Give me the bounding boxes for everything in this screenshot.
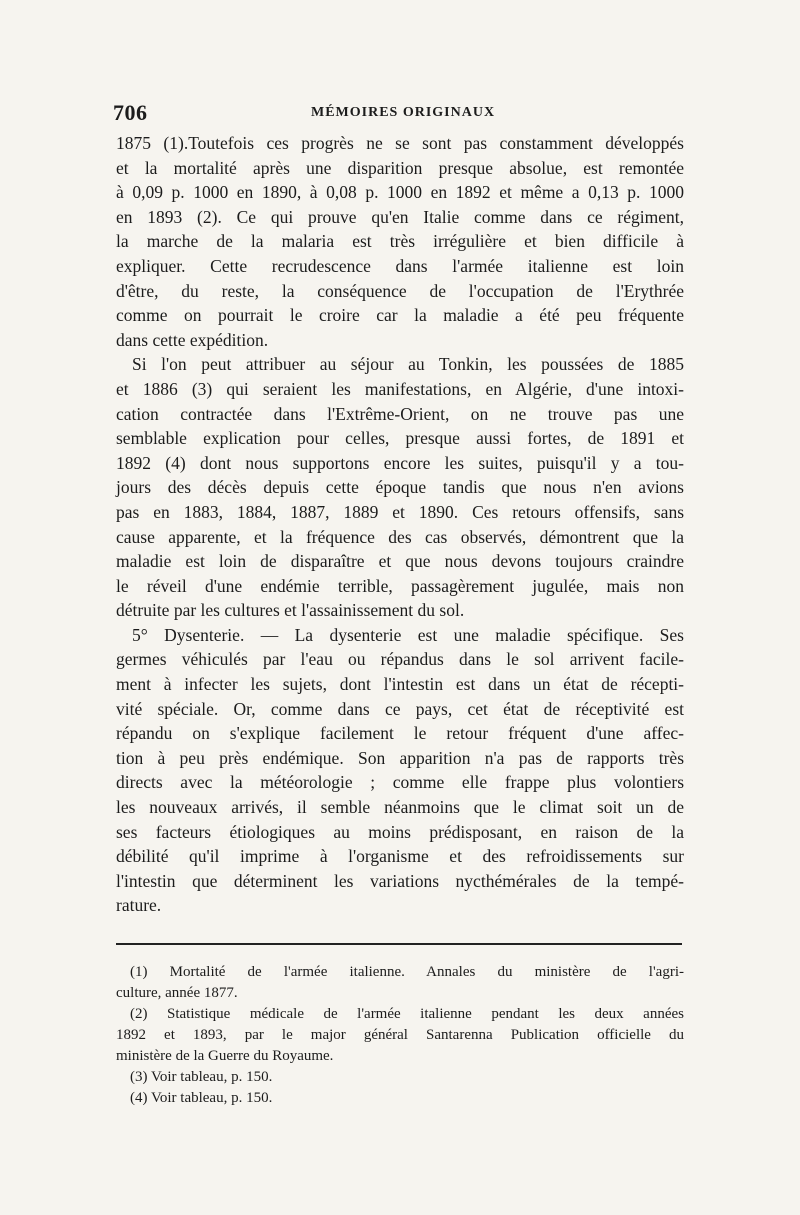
running-head: MÉMOIRES ORIGINAUX [311, 105, 496, 120]
footnote-line: (4) Voir tableau, p. 150. [130, 1090, 273, 1106]
page-header [113, 100, 693, 126]
text-line: et la mortalité après une disparition presque absolue, est remontée [116, 157, 684, 178]
body-text [116, 131, 684, 918]
text-line: comme on pourrait le croire car la maladie a été peu fréquente [116, 305, 684, 326]
text-line: et 1886 (3) qui seraient les manifestations, en Algérie, d'une intoxi- [116, 378, 684, 399]
text-line: Si l'on peut attribuer au séjour au Tonkin, les poussées de 1885 [132, 354, 684, 375]
text-line: détruite par les cultures et l'assainissement du sol. [116, 600, 465, 621]
text-line: cause apparente, et la fréquence des cas observés, démontrent que la [116, 526, 684, 547]
text-line: pas en 1883, 1884, 1887, 1889 et 1890. Ces retours offensifs, sans [116, 501, 684, 522]
text-line: d'être, du reste, la conséquence de l'occupation de l'Erythrée [116, 280, 684, 301]
text-line: tion à peu près endémique. Son apparition n'a pas de rapports très [116, 747, 684, 768]
text-line: semblable explication pour celles, presque aussi fortes, de 1891 et [116, 428, 684, 449]
text-line: vité spéciale. Or, comme dans ce pays, cet état de réceptivité est [116, 698, 684, 719]
text-line: ment à infecter les sujets, dont l'intestin est dans un état de récepti- [116, 674, 684, 695]
text-line: le réveil d'une endémie terrible, passagèrement jugulée, mais non [116, 575, 684, 596]
text-line: la marche de la malaria est très irrégulière et bien difficile à [116, 231, 684, 252]
text-line: à 0,09 p. 1000 en 1890, à 0,08 p. 1000 en 1892 et même a 0,13 p. 1000 [116, 182, 684, 203]
text-line: en 1893 (2). Ce qui prouve qu'en Italie comme dans ce régiment, [116, 206, 684, 227]
text-line: 1892 (4) dont nous supportons encore les suites, puisqu'il y a tou- [116, 452, 684, 473]
text-line: ses facteurs étiologiques au moins prédisposant, en raison de la [116, 821, 684, 842]
text-line: débilité qu'il imprime à l'organisme et des refroidissements sur [116, 846, 684, 867]
text-line: cation contractée dans l'Extrême-Orient, on ne trouve pas une [116, 403, 684, 424]
footnotes [116, 962, 684, 1109]
footnote-line: ministère de la Guerre du Royaume. [116, 1048, 334, 1064]
text-line: 1875 (1).Toutefois ces progrès ne se sont pas constamment développés [116, 133, 684, 153]
text-line: répandu on s'explique facilement le retour fréquent d'une affec- [116, 723, 684, 744]
text-line: expliquer. Cette recrudescence dans l'armée italienne est loin [116, 255, 684, 276]
text-line: l'intestin que déterminent les variations nycthémérales de la tempé- [116, 870, 684, 891]
footnote-line: (2) Statistique médicale de l'armée italienne pendant les deux années [130, 1006, 684, 1022]
footnote-line: culture, année 1877. [116, 985, 238, 1001]
text-line: jours des décès depuis cette époque tandis que nous n'en avions [116, 477, 684, 498]
text-line: les nouveaux arrivés, il semble néanmoins que le climat soit un de [116, 797, 684, 818]
text-line: rature. [116, 895, 162, 916]
text-line: 5° Dysenterie. — La dysenterie est une maladie spécifique. Ses [132, 624, 684, 645]
footnote-line: 1892 et 1893, par le major général Santarenna Publication officielle du [116, 1027, 684, 1043]
page-number: 706 [113, 100, 148, 125]
text-line: maladie est loin de disparaître et que nous devons toujours craindre [116, 551, 684, 572]
text-line: germes véhiculés par l'eau ou répandus dans le sol arrivent facile- [116, 649, 684, 670]
footnote-line: (1) Mortalité de l'armée italienne. Annales du ministère de l'agri- [130, 964, 684, 980]
text-line: dans cette expédition. [116, 329, 269, 350]
footnote-line: (3) Voir tableau, p. 150. [130, 1069, 273, 1085]
text-line: directs avec la météorologie ; comme elle frappe plus volontiers [116, 772, 684, 793]
footnote-rule [116, 943, 682, 945]
